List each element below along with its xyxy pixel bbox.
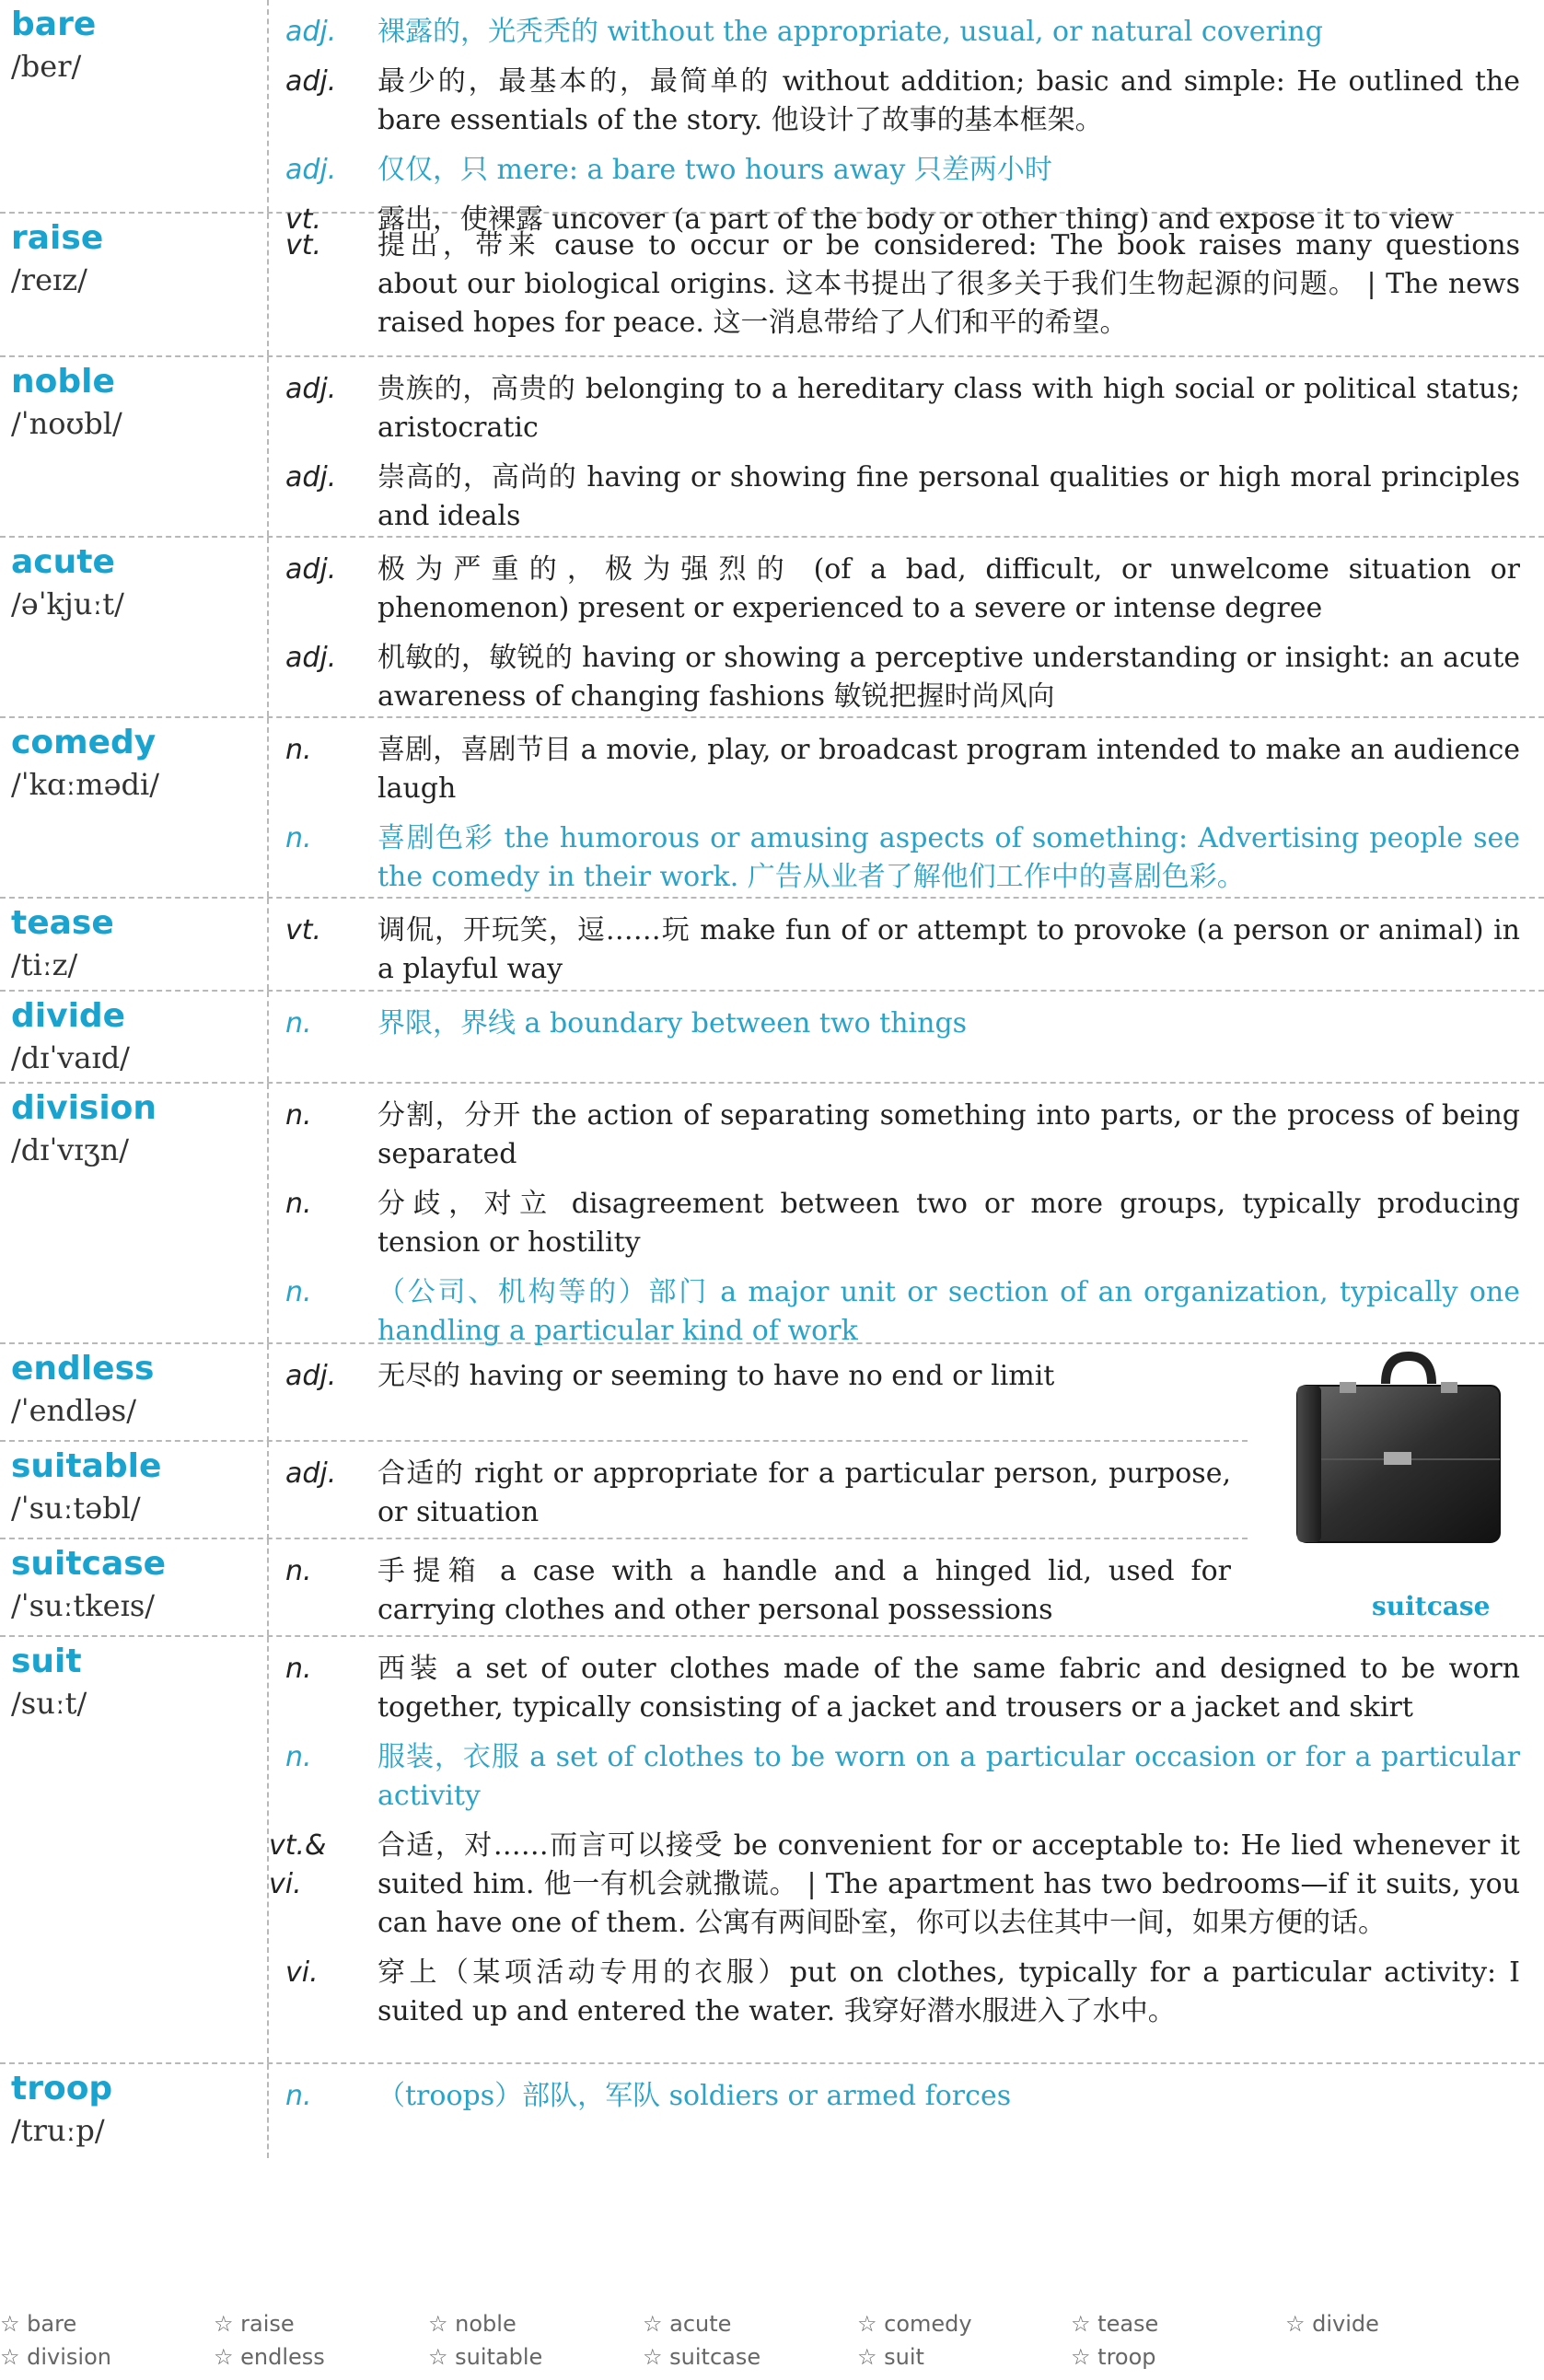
definition: 手提箱 a case with a handle and a hinged lid, used for carrying clothes and other personal possessions <box>377 1555 1231 1626</box>
sense <box>269 459 1520 536</box>
sense <box>269 1650 1520 1727</box>
headword: raise <box>11 219 104 257</box>
sense <box>269 226 1520 342</box>
headword: suitcase <box>11 1545 167 1583</box>
entry-head <box>0 1084 269 1342</box>
index-item: ☆ troop <box>1071 2344 1156 2370</box>
phonetic: /ˈnoʊbl/ <box>11 406 122 441</box>
entry-head <box>0 1539 269 1635</box>
part-of-speech: adj. <box>285 1360 337 1392</box>
definition: 喜剧色彩 the humorous or amusing aspects of something: Advertising people see the comedy in their work. 广告从业者了解他们工作中的喜剧色彩。 <box>377 822 1520 893</box>
definition: 无尽的 having or seeming to have no end or limit <box>377 1360 1055 1392</box>
part-of-speech: n. <box>285 1276 312 1308</box>
definition: 西装 a set of outer clothes made of the same fabric and designed to be worn together, typically consisting of a jacket and trousers or a jacket and skirt <box>377 1653 1520 1724</box>
headword: acute <box>11 543 115 581</box>
definition: （troops）部队，军队 soldiers or armed forces <box>377 2080 1012 2112</box>
index-item: ☆ divide <box>1285 2311 1379 2337</box>
suitcase-illustration <box>1284 1349 1524 1625</box>
phonetic: /tiːz/ <box>11 947 78 982</box>
sense <box>269 370 1520 447</box>
phonetic: /suːt/ <box>11 1686 87 1721</box>
part-of-speech: n. <box>285 1741 312 1773</box>
phonetic: /dɪˈvɪʒn/ <box>11 1132 130 1167</box>
headword: bare <box>11 6 97 43</box>
sense <box>269 911 1520 989</box>
definition: 最少的，最基本的，最简单的 without addition; basic and simple: He outlined the bare essentials of the story. 他设计了故事的基本框架。 <box>377 65 1520 136</box>
part-of-speech: n. <box>285 1653 312 1685</box>
part-of-speech: n. <box>285 822 312 854</box>
headword: tease <box>11 904 114 942</box>
index-item: ☆ endless <box>214 2344 325 2370</box>
entry-divide <box>0 992 1544 1084</box>
part-of-speech: adj. <box>285 461 337 493</box>
part-of-speech: adj. <box>285 65 337 98</box>
headword: noble <box>11 363 115 401</box>
headword: division <box>11 1089 157 1127</box>
definition: 裸露的，光秃秃的 without the appropriate, usual, or natural covering <box>377 16 1323 48</box>
part-of-speech: vi. <box>285 1956 319 1989</box>
part-of-speech: n. <box>285 734 312 766</box>
definition: 合适的 right or appropriate for a particular person, purpose, or situation <box>377 1457 1231 1528</box>
part-of-speech: n. <box>285 2080 312 2112</box>
entry-head <box>0 1637 269 2062</box>
entry-head <box>0 718 269 897</box>
sense <box>269 2077 1520 2116</box>
entry-comedy <box>0 718 1544 899</box>
sense <box>269 1738 1520 1816</box>
definition: 提出，带来 cause to occur or be considered: The book raises many questions about our biological origins. 这本书提出了很多关于我们生物起源的问题。 | The news raised hopes for peace. 这一消息带给了人们和平的希望。 <box>377 229 1520 339</box>
sense <box>269 1097 1520 1174</box>
sense <box>269 819 1520 897</box>
entry-troop <box>0 2064 1544 2158</box>
index-item: ☆ bare <box>0 2311 77 2337</box>
sense <box>269 639 1520 716</box>
phonetic: /ˈsuːtkeɪs/ <box>11 1588 156 1623</box>
entry-head <box>0 2064 269 2158</box>
phonetic: /əˈkjuːt/ <box>11 586 124 621</box>
definition: 服装，衣服 a set of clothes to be worn on a particular occasion or for a particular activity <box>377 1741 1520 1812</box>
index-item: ☆ tease <box>1071 2311 1159 2337</box>
entry-head <box>0 1344 269 1442</box>
definition: 分歧，对立 disagreement between two or more groups, typically producing tension or hostility <box>377 1188 1520 1259</box>
definition: 界限，界线 a boundary between two things <box>377 1007 968 1039</box>
phonetic: /ber/ <box>11 49 82 84</box>
definition: 极为严重的，极为强烈的 (of a bad, difficult, or unwelcome situation or phenomenon) present or experienced to a severe or intense degree <box>377 553 1520 624</box>
entry-raise <box>0 214 1544 357</box>
definition: 合适，对……而言可以接受 be convenient for or acceptable to: He lied whenever it suited him. 他一有机会就撒谎。 | The apartment has two bedrooms—if it suits, you can have one of them. 公寓有两间卧室，你可以去住其中一间，如果方便的话。 <box>377 1829 1520 1939</box>
sense <box>269 1954 1520 2031</box>
definition: 穿上（某项活动专用的衣服）put on clothes, typically for a particular activity: I suited up and entered the water. 我穿好潜水服进入了水中。 <box>377 1956 1520 2027</box>
part-of-speech: n. <box>285 1555 312 1587</box>
entry-noble <box>0 357 1544 538</box>
definition: 机敏的，敏锐的 having or showing a perceptive understanding or insight: an acute awareness of changing fashions 敏锐把握时尚风向 <box>377 642 1520 713</box>
part-of-speech: vt.& vi. <box>269 1829 327 1900</box>
part-of-speech: adj. <box>285 553 337 586</box>
headword: comedy <box>11 724 157 761</box>
part-of-speech: vt. <box>285 229 322 261</box>
image-caption: suitcase <box>1372 1591 1491 1621</box>
entry-head <box>0 1442 269 1539</box>
part-of-speech: vt. <box>285 203 322 236</box>
entry-head <box>0 214 269 355</box>
index-item: ☆ suitcase <box>643 2344 761 2370</box>
part-of-speech: n. <box>285 1099 312 1132</box>
phonetic: /ˈsuːtəbl/ <box>11 1491 141 1526</box>
index-item: ☆ suitable <box>428 2344 543 2370</box>
entry-head <box>0 992 269 1082</box>
headword: divide <box>11 997 126 1035</box>
definition: 露出，使裸露 uncover (a part of the body or other thing) and expose it to view <box>377 203 1455 236</box>
part-of-speech: adj. <box>285 1457 337 1490</box>
index-item: ☆ suit <box>857 2344 924 2370</box>
definition: 崇高的，高尚的 having or showing fine personal qualities or high moral principles and ideals <box>377 461 1520 532</box>
definition: （公司、机构等的）部门 a major unit or section of an organization, typically one handling a particular kind of work <box>377 1276 1520 1347</box>
definition: 贵族的，高贵的 belonging to a hereditary class with high social or political status; aristocratic <box>377 373 1520 444</box>
index-item: ☆ acute <box>643 2311 732 2337</box>
sense <box>269 551 1520 628</box>
part-of-speech: adj. <box>285 373 337 405</box>
entry-head <box>0 538 269 716</box>
headword: troop <box>11 2070 113 2107</box>
definition: 调侃，开玩笑，逗……玩 make fun of or attempt to provoke (a person or animal) in a playful way <box>377 914 1520 985</box>
phonetic: /ˈendləs/ <box>11 1393 136 1428</box>
sense <box>269 1455 1231 1532</box>
phonetic: /dɪˈvaɪd/ <box>11 1040 130 1075</box>
phonetic: /reɪz/ <box>11 262 87 297</box>
part-of-speech: vt. <box>285 914 322 946</box>
entry-tease <box>0 899 1544 992</box>
index-item: ☆ raise <box>214 2311 295 2337</box>
sense <box>269 1004 1520 1043</box>
sense <box>269 1357 1231 1396</box>
sense <box>269 13 1520 52</box>
entry-head <box>0 0 269 212</box>
index-item: ☆ division <box>0 2344 111 2370</box>
headword: suit <box>11 1643 82 1680</box>
part-of-speech: n. <box>285 1188 312 1220</box>
part-of-speech: n. <box>285 1007 312 1039</box>
sense <box>269 1552 1231 1630</box>
sense <box>269 1185 1520 1262</box>
headword: endless <box>11 1350 155 1387</box>
sense <box>269 1827 1520 1943</box>
part-of-speech: adj. <box>285 642 337 674</box>
index-item: ☆ noble <box>428 2311 517 2337</box>
entry-head <box>0 899 269 990</box>
part-of-speech: adj. <box>285 16 337 48</box>
sense <box>269 731 1520 808</box>
phonetic: /truːp/ <box>11 2113 105 2148</box>
definition: 喜剧，喜剧节目 a movie, play, or broadcast program intended to make an audience laugh <box>377 734 1520 805</box>
entry-bare <box>0 0 1544 236</box>
part-of-speech: adj. <box>285 154 337 186</box>
sense <box>269 151 1520 190</box>
entry-head <box>0 357 269 536</box>
entry-acute <box>0 538 1544 718</box>
phonetic: /ˈkɑːmədi/ <box>11 767 160 802</box>
entry-division <box>0 1084 1544 1347</box>
index-item: ☆ comedy <box>857 2311 972 2337</box>
entry-suit <box>0 1637 1544 2064</box>
headword: suitable <box>11 1447 162 1485</box>
definition: 分割，分开 the action of separating something into parts, or the process of being separated <box>377 1099 1520 1170</box>
sense <box>269 1273 1520 1351</box>
definition: 仅仅，只 mere: a bare two hours away 只差两小时 <box>377 154 1052 186</box>
sense <box>269 63 1520 140</box>
suitcase-icon <box>1284 1349 1524 1579</box>
